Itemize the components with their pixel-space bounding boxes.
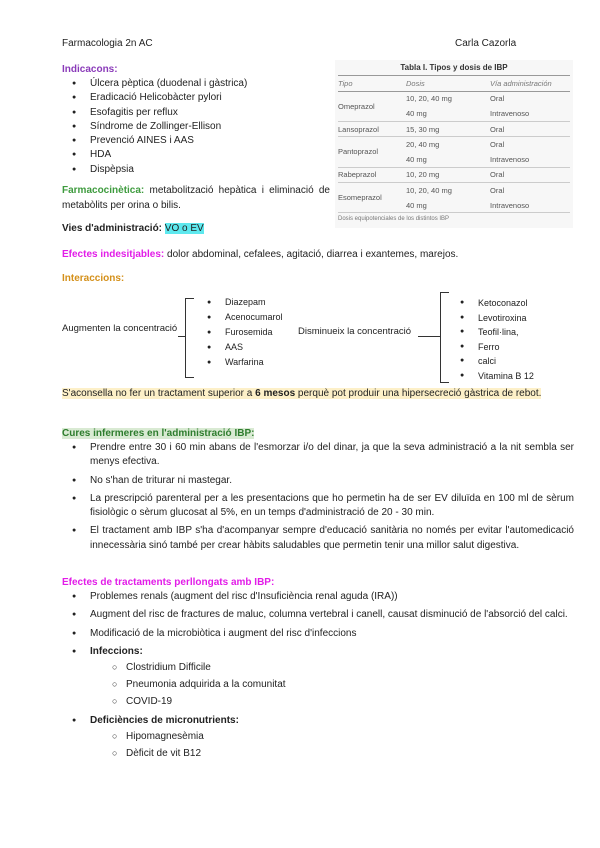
deficiencia-item: ○ Hipomagnesèmia bbox=[112, 728, 574, 745]
table-cell-tipo: Lansoprazol bbox=[338, 121, 406, 137]
augmenten-list bbox=[197, 295, 283, 370]
augmenten-drug: ● Acenocumarol bbox=[197, 310, 283, 325]
table-cell: 40 mg bbox=[406, 198, 490, 213]
indicacio-item: ● Esofagitis per reflux bbox=[62, 106, 332, 120]
perllongats-title: Efectes de tractaments perllongats amb IBP: bbox=[62, 577, 275, 588]
table-header-cell: Tipo bbox=[338, 76, 406, 92]
farmacocinetica-paragraph bbox=[62, 184, 330, 213]
table-cell: 15, 30 mg bbox=[406, 121, 490, 137]
table-cell: Oral bbox=[490, 121, 570, 137]
augmenten-drug: ● Diazepam bbox=[197, 295, 283, 310]
efectes-paragraph bbox=[62, 249, 458, 260]
table-cell: 20, 40 mg bbox=[406, 140, 440, 150]
indicacio-item: ● Prevenció AINES i AAS bbox=[62, 134, 332, 148]
table-header-cell: Vía administración bbox=[490, 76, 570, 92]
augmenten-drug: ● Warfarina bbox=[197, 355, 283, 370]
disminueix-label: Disminueix la concentració bbox=[298, 326, 411, 337]
farmacocinetica-text: metabolització hepàtica i eliminació de metabòlits per orina o bilis. bbox=[62, 185, 330, 211]
augmenten-drug: ● AAS bbox=[197, 340, 283, 355]
table-row bbox=[338, 137, 570, 152]
table-cell: Oral bbox=[490, 167, 570, 183]
cures-item: ● La prescripció parenteral per a les presentacions que ho permetin ha de ser EV diluïda en 100 ml de sèrum fisiològic o sèrum glucosat al 5%, en un temps d'administració de 20 - 30 min. bbox=[62, 492, 574, 521]
table-header-cell: Dosis bbox=[406, 76, 490, 92]
table-cell: Oral bbox=[490, 140, 505, 150]
augmenten-bracket bbox=[185, 298, 194, 378]
vies-value: VO o EV bbox=[164, 223, 204, 234]
indicacio-item: ● Dispèpsia bbox=[62, 163, 332, 177]
augmenten-bracket-tick bbox=[178, 336, 186, 337]
infeccio-item: ○ Pneumonia adquirida a la comunitat bbox=[112, 676, 574, 693]
table-cell: Intravenoso bbox=[490, 106, 570, 121]
ibp-table bbox=[338, 75, 570, 213]
table-cell: Oral bbox=[490, 94, 505, 104]
table-cell: Oral bbox=[490, 185, 505, 195]
indicacio-item: ● HDA bbox=[62, 148, 332, 162]
header-author: Carla Cazorla bbox=[455, 38, 517, 49]
cures-item: ● El tractament amb IBP s'ha d'acompanyar sempre d'educació sanitària no només per evitar l'automedicació innecessària sinó també per crear hàbits saludables que permetin tenir una millor salut digestiva. bbox=[62, 524, 574, 553]
infeccio-item: ○ COVID-19 bbox=[112, 693, 574, 710]
warning-post: perquè pot produir una hipersecreció gàstrica de rebot. bbox=[295, 388, 542, 399]
indicacions-title: Indicacons: bbox=[62, 64, 118, 75]
infeccions-item: ● Infeccions: ○ Clostridium Difficile ○ Pneumonia adquirida a la comunitat ○ COVID-19 bbox=[62, 645, 574, 710]
deficiencia-item: ○ Dèficit de vit B12 bbox=[112, 745, 574, 762]
deficiencies-item: ● Deficiències de micronutrients: ○ Hipomagnesèmia ○ Dèficit de vit B12 bbox=[62, 714, 574, 762]
disminueix-drug: ● Levotiroxina bbox=[450, 311, 534, 326]
table-footnote: Dosis equipotenciales de los distintos IBP bbox=[338, 216, 450, 223]
table-row bbox=[338, 183, 570, 198]
cures-list bbox=[62, 441, 574, 553]
indicacio-item: ● Eradicació Helicobàcter pylori bbox=[62, 91, 332, 105]
perllongats-item: ● Augment del risc de fractures de maluc, columna vertebral i canell, causat disminució de l'absorció del calci. bbox=[62, 608, 574, 622]
interaccions-title: Interaccions: bbox=[62, 273, 125, 284]
indicacio-item: ● Síndrome de Zollinger-Ellison bbox=[62, 120, 332, 134]
cures-item: ● No s'han de triturar ni mastegar. bbox=[62, 474, 574, 488]
indicacio-item: ● Úlcera pèptica (duodenal i gàstrica) bbox=[62, 77, 332, 91]
disminueix-bracket-tick bbox=[418, 336, 440, 337]
indicacions-list bbox=[62, 77, 332, 177]
warning-bold: 6 mesos bbox=[255, 388, 296, 399]
table-cell-tipo: Esomeprazol bbox=[338, 183, 406, 213]
table-cell: Intravenoso bbox=[490, 198, 570, 213]
indicacions-section bbox=[62, 63, 332, 177]
table-cell: 10, 20, 40 mg bbox=[406, 185, 452, 195]
table-cell: 10, 20 mg bbox=[406, 167, 490, 183]
vies-paragraph bbox=[62, 223, 204, 234]
augmenten-label: Augmenten la concentració bbox=[62, 323, 178, 334]
table-cell-tipo: Omeprazol bbox=[338, 91, 406, 121]
perllongats-item: ● Problemes renals (augment del risc d'Insuficiència renal aguda (IRA)) bbox=[62, 590, 574, 604]
table-row bbox=[338, 121, 570, 137]
cures-title: Cures infermeres en l'administració IBP: bbox=[62, 428, 255, 439]
disminueix-list bbox=[450, 296, 534, 383]
ibp-table-figure bbox=[335, 60, 573, 228]
infeccio-item: ○ Clostridium Difficile bbox=[112, 659, 574, 676]
vies-label: Vies d'administració: bbox=[62, 223, 163, 234]
efectes-label: Efectes indesitjables: bbox=[62, 249, 165, 260]
cures-section bbox=[62, 427, 574, 557]
table-title: Tabla I. Tipos y dosis de IBP bbox=[400, 63, 508, 72]
cures-item: ● Prendre entre 30 i 60 min abans de l'esmorzar i/o del dinar, ja que la seva administració a la nit sembla ser menys efectiva. bbox=[62, 441, 574, 470]
farmacocinetica-label: Farmacocinètica: bbox=[62, 185, 145, 196]
efectes-text: dolor abdominal, cefalees, agitació, diarrea i exantemes, marejos. bbox=[164, 249, 459, 260]
warning-pre: S'aconsella no fer un tractament superior a bbox=[62, 388, 256, 399]
header-subject: Farmacologia 2n AC bbox=[62, 38, 153, 49]
table-cell: 40 mg bbox=[406, 106, 490, 121]
table-cell-tipo: Rabeprazol bbox=[338, 167, 406, 183]
table-cell-tipo: Pantoprazol bbox=[338, 137, 406, 167]
warning-paragraph bbox=[62, 387, 574, 402]
table-cell: Intravenoso bbox=[490, 152, 570, 167]
disminueix-drug: ● Teofil·lina, bbox=[450, 325, 534, 340]
perllongats-list bbox=[62, 590, 574, 641]
augmenten-drug: ● Furosemida bbox=[197, 325, 283, 340]
table-row bbox=[338, 91, 570, 106]
perllongats-item: ● Modificació de la microbiòtica i augment del risc d'infeccions bbox=[62, 627, 574, 641]
perllongats-section bbox=[62, 576, 574, 762]
disminueix-drug: ● Ketoconazol bbox=[450, 296, 534, 311]
disminueix-drug: ● Ferro bbox=[450, 340, 534, 355]
table-cell: 40 mg bbox=[406, 152, 490, 167]
disminueix-bracket bbox=[440, 292, 449, 383]
disminueix-drug: ● calci bbox=[450, 354, 534, 369]
table-cell: 10, 20, 40 mg bbox=[406, 94, 452, 104]
disminueix-drug: ● Vitamina B 12 bbox=[450, 369, 534, 384]
table-row bbox=[338, 167, 570, 183]
